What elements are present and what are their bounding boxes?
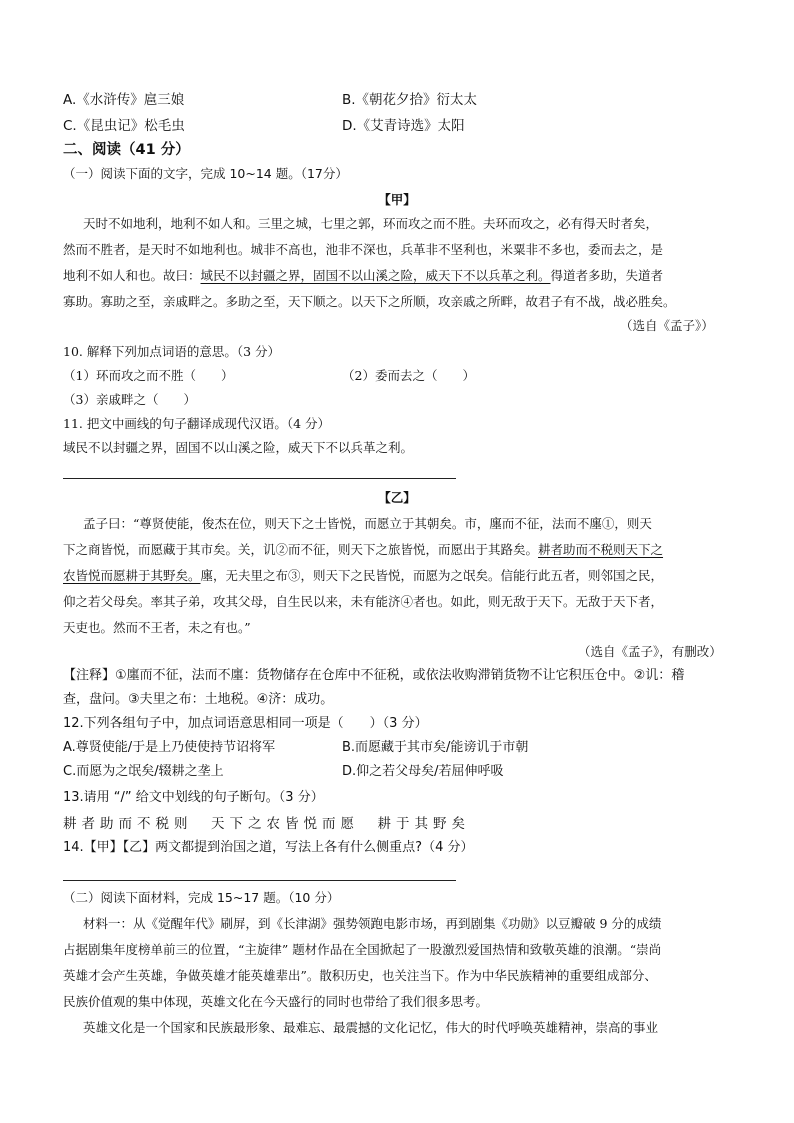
underlined-sentence: 域民不以封疆之界，固国不以山溪之险，威天下不以兵革之利。 [200,268,551,283]
question-13: 13.请用 “/” 给文中划线的句子断句。（3 分） [63,790,324,805]
material-line: 占据剧集年度榜单前三的位置，“主旋律” 题材作品在全国掀起了一股激烈爱国热情和致敬英雄的浪潮。“崇尚 [63,942,662,957]
passage-jia-line: 寡助。寡助之至，亲戚畔之。多助之至，天下顺之。以天下之所顺，攻亲戚之所畔，故君子有不战，战必胜矣。 [63,294,676,309]
passage-yi-text: 廛，无夫里之布③，则天下之民皆悦，而愿为之氓矣。信能行此五者，则邻国之民， [200,568,664,583]
question-12-option-c: C.而愿为之氓矣/辍耕之垄上 [63,764,224,779]
question-10-item-1: （1）环而攻之而不胜（ ） [63,368,234,383]
passage-jia-line: 天时不如地利，地利不如人和。三里之城，七里之郭，环而攻之而不胜。夫环而攻之，必有得天时者矣， [83,216,659,231]
question-12: 12.下列各组句子中，加点词语意思相同一项是（ ）（3 分） [63,716,428,731]
underlined-sentence: 农皆悦而愿耕于其野矣。 [63,568,201,583]
material-line: 民族价值观的集中体现，英雄文化在今天盛行的同时也带给了我们很多思考。 [63,994,489,1009]
passage-yi-title: 【乙】 [378,490,416,505]
underlined-sentence: 耕者助而不税则天下之 [538,542,664,557]
passage-jia-title: 【甲】 [378,192,416,207]
passage-yi-line [63,540,663,560]
question-10-item-3: （3）亲戚畔之（ ） [63,392,196,407]
option-d: D.《艾青诗选》太阳 [342,118,465,134]
passage-yi-line: 仰之若父母矣。率其子弟，攻其父母，自生民以来，未有能济④者也。如此，则无敌于天下。无敌于天下者， [63,594,664,609]
question-12-option-b: B.而愿藏于其市矣/能谤讥于市朝 [342,740,529,755]
option-a: A.《水浒传》扈三娘 [63,92,185,108]
question-14: 14.【甲】【乙】两文都提到治国之道，写法上各有什么侧重点?（4 分） [63,840,474,855]
passage-yi-text: 下之商皆悦，而愿藏于其市矣。关，讥②而不征，则天下之旅皆悦，而愿出于其路矣。 [63,542,539,557]
section-heading: 二、阅读（41 分） [63,142,190,158]
passage-jia-line [63,266,663,286]
passage-yi-line [63,566,663,586]
passage-yi-source: （选自《孟子》，有删改） [578,644,722,659]
part2-intro: （二）阅读下面材料，完成 15~17 题。（10 分） [63,890,340,905]
answer-line [63,478,456,479]
question-11-sentence: 域民不以封疆之界，固国不以山溪之险，威天下不以兵革之利。 [63,440,414,455]
part1-intro: （一）阅读下面的文字，完成 10~14 题。（17分） [63,166,348,181]
material-line: 英雄才会产生英雄，争做英雄才能英雄辈出”。散积历史，也关注当下。作为中华民族精神的重要组成部分、 [63,968,657,983]
passage-jia-text: 得道者多助，失道者 [550,268,664,283]
question-11: 11. 把文中画线的句子翻译成现代汉语。（4 分） [63,416,331,431]
material-line: 英雄文化是一个国家和民族最形象、最难忘、最震撼的文化记忆，伟大的时代呼唤英雄精神，崇高的事业 [83,1020,659,1035]
question-10: 10. 解释下列加点词语的意思。（3 分） [63,344,281,359]
option-b: B.《朝花夕拾》衍太太 [342,92,478,108]
passage-jia-source: （选自《孟子》） [620,318,714,333]
material-line: 材料一：从《觉醒年代》刷屏，到《长津湖》强势领跑电影市场，再到剧集《功勋》以豆瓣破 9 分的成绩 [83,916,662,931]
question-10-item-2: （2）委而去之（ ） [342,368,475,383]
question-12-option-d: D.仰之若父母矣/若屈伸呼吸 [342,764,504,779]
question-12-option-a: A.尊贤使能/于是上乃使使持节诏将军 [63,740,276,755]
notes-line: 【注释】①廛而不征，法而不廛：货物储存在仓库中不征税，或依法收购滞销货物不让它积压仓中。②讥：稽 [63,668,685,683]
passage-jia-line: 然而不胜者，是天时不如地利也。城非不高也，池非不深也，兵革非不坚利也，米粟非不多也，委而去之，是 [63,242,664,257]
passage-yi-line: 孟子曰：“尊贤使能，俊杰在位，则天下之士皆悦，而愿立于其朝矣。市，廛而不征，法而不廛①，则天 [83,516,652,531]
option-c: C.《昆虫记》松毛虫 [63,118,185,134]
question-13-sentence: 耕者助而不税则 天下之农皆悦而愿 耕于其野矣 [63,816,470,832]
passage-jia-text: 地利不如人和也。故曰： [63,268,201,283]
answer-line [63,880,456,881]
notes-line: 查，盘问。③夫里之布：土地税。④济：成功。 [63,692,334,707]
passage-yi-line: 天吏也。然而不王者，未之有也。” [63,620,251,635]
